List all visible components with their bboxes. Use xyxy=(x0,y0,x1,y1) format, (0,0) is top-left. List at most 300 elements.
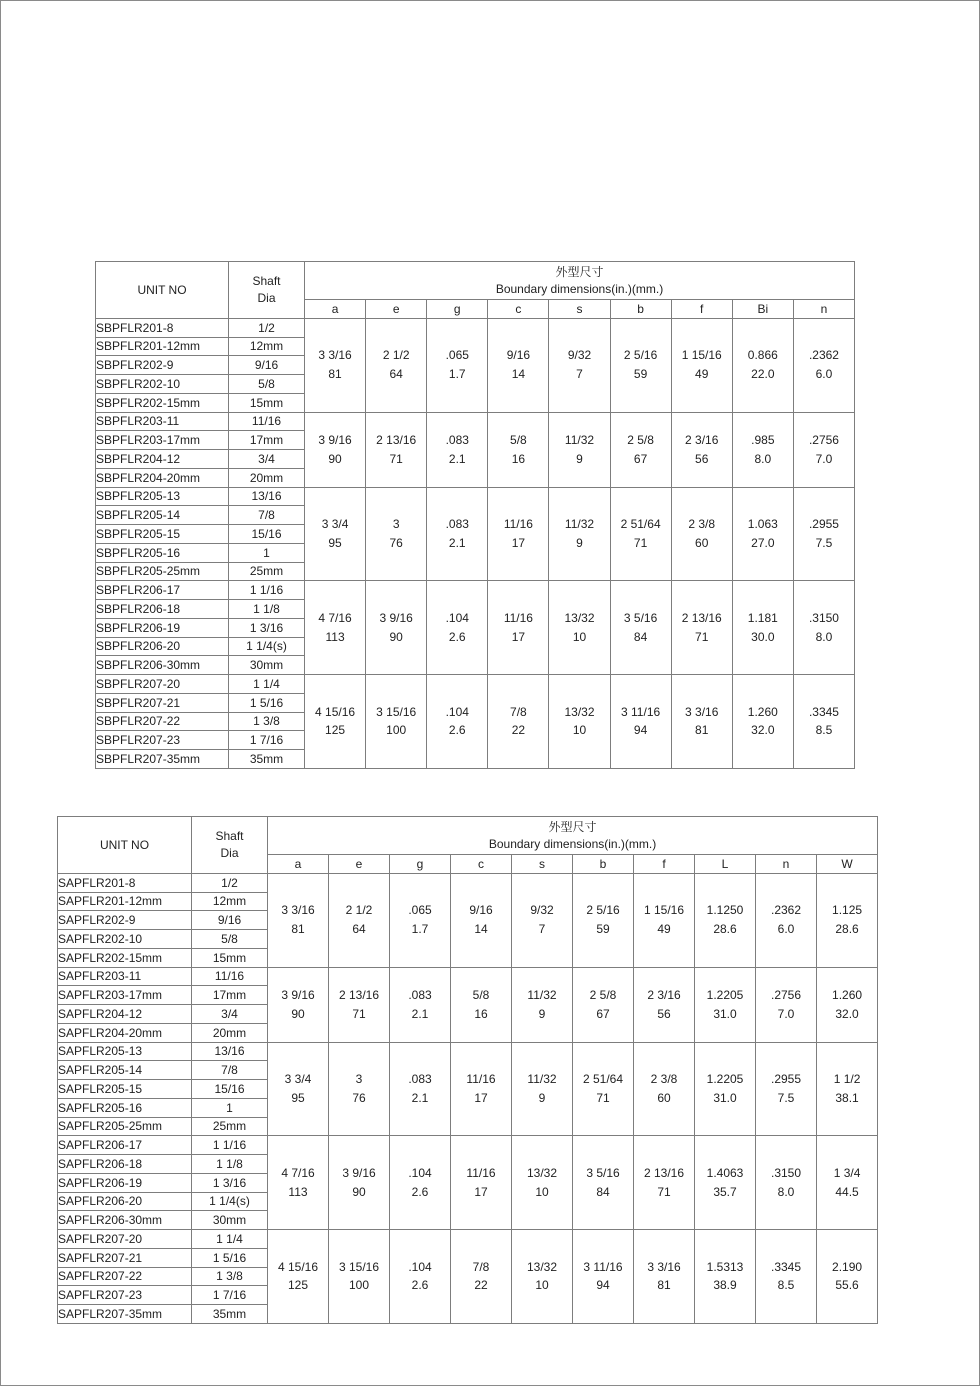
inch-value: 9/32 xyxy=(530,903,554,918)
mm-value: 35.7 xyxy=(713,1184,737,1199)
shaft-dia-cell: 20mm xyxy=(192,1023,268,1042)
mm-value: 1.7 xyxy=(411,922,429,937)
mm-value: 2.1 xyxy=(448,535,466,550)
mm-value: 17 xyxy=(474,1090,488,1105)
dimension-value-cell xyxy=(634,873,695,967)
shaft-dia-cell: 1 5/16 xyxy=(192,1248,268,1267)
inch-value: 3 xyxy=(392,517,400,532)
table-row xyxy=(96,487,855,506)
mm-value: 81 xyxy=(291,922,305,937)
dimension-value-cell xyxy=(634,1042,695,1136)
dimension-value-cell xyxy=(427,412,488,487)
inch-value: 3 9/16 xyxy=(379,610,413,625)
unit-no-cell: SBPFLR203-11 xyxy=(96,412,229,431)
dimension-value-cell xyxy=(512,967,573,1042)
dimension-value-cell xyxy=(305,412,366,487)
inch-value: 2 1/2 xyxy=(345,903,373,918)
inch-value: .2756 xyxy=(808,432,839,447)
inch-value: 1 1/2 xyxy=(833,1072,861,1087)
inch-value: 2 5/8 xyxy=(627,432,654,447)
dimension-value-cell xyxy=(512,1042,573,1136)
dimension-value-cell xyxy=(671,318,732,412)
shaft-dia-cell: 13/16 xyxy=(229,487,305,506)
dimension-value-cell xyxy=(732,318,793,412)
unit-no-cell: SAPFLR207-21 xyxy=(58,1248,192,1267)
table-row xyxy=(58,967,878,986)
dimension-value-cell xyxy=(451,873,512,967)
inch-value: 11/32 xyxy=(527,1072,557,1087)
dimension-value-cell xyxy=(634,967,695,1042)
inch-value: .083 xyxy=(445,517,469,532)
dimension-value-cell xyxy=(390,1042,451,1136)
mm-value: 32.0 xyxy=(835,1006,859,1021)
dimension-value-cell xyxy=(756,967,817,1042)
inch-value: 7/8 xyxy=(510,704,527,719)
dimension-header-cell: n xyxy=(793,300,854,319)
dimension-value-cell xyxy=(451,1230,512,1324)
dimension-value-cell xyxy=(329,967,390,1042)
inch-value: 3 15/16 xyxy=(376,704,417,719)
unit-no-cell: SAPFLR206-30mm xyxy=(58,1211,192,1230)
shaft-dia-cell: 3/4 xyxy=(229,450,305,469)
inch-value: 11/16 xyxy=(466,1165,496,1180)
shaft-dia-cell: 11/16 xyxy=(192,967,268,986)
dimension-value-cell xyxy=(366,675,427,769)
mm-value: 81 xyxy=(657,1278,671,1293)
dimension-header-cell: g xyxy=(390,855,451,874)
mm-value: 22 xyxy=(511,723,526,738)
unit-no-cell: SAPFLR201-8 xyxy=(58,873,192,892)
dimension-value-cell xyxy=(573,1042,634,1136)
mm-value: 44.5 xyxy=(835,1184,859,1199)
inch-value: .104 xyxy=(408,1259,432,1274)
mm-value: 9 xyxy=(538,1006,546,1021)
mm-value: 125 xyxy=(287,1278,309,1293)
mm-value: 7.5 xyxy=(815,535,833,550)
unit-no-cell: SBPFLR205-25mm xyxy=(96,562,229,581)
dimension-header-cell: c xyxy=(451,855,512,874)
dimension-value-cell xyxy=(793,487,854,581)
shaft-dia-header-line: Shaft xyxy=(215,828,244,843)
shaft-dia-cell: 1 xyxy=(229,543,305,562)
dimension-value-cell xyxy=(695,1042,756,1136)
shaft-dia-cell: 25mm xyxy=(192,1117,268,1136)
inch-value: 1.1250 xyxy=(706,903,744,918)
inch-value: 11/32 xyxy=(564,432,595,447)
inch-value: .104 xyxy=(445,704,469,719)
unit-no-cell: SAPFLR207-35mm xyxy=(58,1305,192,1324)
inch-value: 11/32 xyxy=(527,987,557,1002)
mm-value: 16 xyxy=(474,1006,488,1021)
inch-value: .083 xyxy=(408,987,432,1002)
mm-value: 17 xyxy=(474,1184,488,1199)
inch-value: 1.2205 xyxy=(706,1072,744,1087)
dimension-header-cell: a xyxy=(268,855,329,874)
inch-value: 3 3/16 xyxy=(318,348,352,363)
mm-value: 55.6 xyxy=(835,1278,859,1293)
dimension-value-cell xyxy=(732,412,793,487)
mm-value: 14 xyxy=(474,922,488,937)
shaft-dia-cell: 1 1/8 xyxy=(229,600,305,619)
mm-value: 22 xyxy=(474,1278,488,1293)
inch-value: 4 7/16 xyxy=(318,610,352,625)
dimension-value-cell xyxy=(512,1136,573,1230)
dimension-value-cell xyxy=(610,412,671,487)
unit-no-cell: SAPFLR203-11 xyxy=(58,967,192,986)
shaft-dia-cell: 1 1/16 xyxy=(192,1136,268,1155)
inch-value: 0.866 xyxy=(747,348,778,363)
unit-no-cell: SBPFLR203-17mm xyxy=(96,431,229,450)
unit-no-cell: SBPFLR204-20mm xyxy=(96,468,229,487)
mm-value: 8.0 xyxy=(815,629,833,644)
unit-no-cell: SAPFLR207-22 xyxy=(58,1267,192,1286)
dimension-value-cell xyxy=(671,675,732,769)
unit-no-cell: SAPFLR203-17mm xyxy=(58,986,192,1005)
shaft-dia-cell: 1 1/16 xyxy=(229,581,305,600)
dimension-value-cell xyxy=(305,318,366,412)
mm-value: 30.0 xyxy=(751,629,775,644)
unit-no-cell: SBPFLR205-13 xyxy=(96,487,229,506)
mm-value: 60 xyxy=(657,1090,671,1105)
dimension-value-cell xyxy=(268,1136,329,1230)
shaft-dia-cell: 9/16 xyxy=(192,911,268,930)
shaft-dia-cell: 1 7/16 xyxy=(229,731,305,750)
mm-value: 81 xyxy=(695,723,709,738)
shaft-dia-cell: 20mm xyxy=(229,468,305,487)
unit-no-cell: SAPFLR205-15 xyxy=(58,1080,192,1099)
dimension-value-cell xyxy=(427,581,488,675)
unit-no-cell: SBPFLR206-17 xyxy=(96,581,229,600)
dimension-value-cell xyxy=(451,967,512,1042)
mm-value: 94 xyxy=(633,723,648,738)
inch-value: 2 51/64 xyxy=(620,517,661,532)
dimension-value-cell xyxy=(732,581,793,675)
dimension-value-cell xyxy=(451,1136,512,1230)
mm-value: 2.6 xyxy=(411,1184,429,1199)
shaft-dia-cell: 35mm xyxy=(192,1305,268,1324)
mm-value: 81 xyxy=(328,367,342,382)
unit-no-cell: SBPFLR207-21 xyxy=(96,693,229,712)
dimension-value-cell xyxy=(329,1042,390,1136)
dimension-value-cell xyxy=(549,318,610,412)
dimension-value-cell xyxy=(634,1230,695,1324)
shaft-dia-cell: 1 3/16 xyxy=(229,618,305,637)
inch-value: 2 3/16 xyxy=(685,432,719,447)
dimension-header-cell: Bi xyxy=(732,300,793,319)
dimension-value-cell xyxy=(756,1136,817,1230)
dimension-header-cell: a xyxy=(305,300,366,319)
shaft-dia-cell: 12mm xyxy=(192,892,268,911)
mm-value: 71 xyxy=(596,1090,610,1105)
shaft-dia-cell: 17mm xyxy=(229,431,305,450)
inch-value: 1.125 xyxy=(832,903,863,918)
mm-value: 100 xyxy=(386,723,407,738)
dimension-value-cell xyxy=(573,873,634,967)
dimension-value-cell xyxy=(634,1136,695,1230)
dimension-value-cell xyxy=(329,873,390,967)
table-row xyxy=(96,675,855,694)
mm-value: 2.1 xyxy=(411,1090,429,1105)
dimension-value-cell xyxy=(366,412,427,487)
shaft-dia-cell: 3/4 xyxy=(192,1005,268,1024)
shaft-dia-cell: 1 7/16 xyxy=(192,1286,268,1305)
unit-no-cell: SAPFLR207-20 xyxy=(58,1230,192,1249)
dimension-header-cell: s xyxy=(549,300,610,319)
mm-value: 2.6 xyxy=(448,629,466,644)
boundary-dimensions-header-line: Boundary dimensions(in.)(mm.) xyxy=(495,281,664,296)
dimension-value-cell xyxy=(610,487,671,581)
shaft-dia-cell: 30mm xyxy=(192,1211,268,1230)
dimension-value-cell xyxy=(390,1230,451,1324)
dimension-value-cell xyxy=(305,675,366,769)
mm-value: 71 xyxy=(389,451,403,466)
unit-no-cell: SBPFLR204-12 xyxy=(96,450,229,469)
mm-value: 2.1 xyxy=(411,1006,429,1021)
shaft-dia-cell: 15/16 xyxy=(229,525,305,544)
inch-value: 9/16 xyxy=(469,903,493,918)
inch-value: 1.181 xyxy=(747,610,778,625)
mm-value: 16 xyxy=(511,451,526,466)
mm-value: 27.0 xyxy=(751,535,775,550)
boundary-dimensions-header-line: 外型尺寸 xyxy=(548,819,597,834)
inch-value: .065 xyxy=(445,348,469,363)
dimension-value-cell xyxy=(549,581,610,675)
unit-no-cell: SAPFLR207-23 xyxy=(58,1286,192,1305)
mm-value: 59 xyxy=(633,367,648,382)
unit-no-cell: SAPFLR205-14 xyxy=(58,1061,192,1080)
mm-value: 32.0 xyxy=(751,723,775,738)
inch-value: 1.5313 xyxy=(706,1259,744,1274)
shaft-dia-cell: 1 5/16 xyxy=(229,693,305,712)
mm-value: 49 xyxy=(657,922,671,937)
dimension-value-cell xyxy=(268,967,329,1042)
dimension-value-cell xyxy=(695,873,756,967)
dimension-header-cell: f xyxy=(634,855,695,874)
dimension-header-cell: g xyxy=(427,300,488,319)
dimension-value-cell xyxy=(549,487,610,581)
shaft-dia-cell: 9/16 xyxy=(229,356,305,375)
unit-no-header: UNIT NO xyxy=(58,817,192,874)
inch-value: 3 5/16 xyxy=(623,610,658,625)
shaft-dia-cell: 15mm xyxy=(192,948,268,967)
inch-value: 5/8 xyxy=(472,987,490,1002)
mm-value: 9 xyxy=(576,535,583,550)
mm-value: 64 xyxy=(352,922,366,937)
unit-no-cell: SAPFLR206-17 xyxy=(58,1136,192,1155)
inch-value: 1.4063 xyxy=(706,1165,744,1180)
dimension-value-cell xyxy=(268,873,329,967)
shaft-dia-cell: 1 1/8 xyxy=(192,1155,268,1174)
inch-value: 2 13/16 xyxy=(681,610,722,625)
dimension-value-cell xyxy=(793,412,854,487)
shaft-dia-cell: 15/16 xyxy=(192,1080,268,1099)
dimension-value-cell xyxy=(488,675,549,769)
dimension-value-cell xyxy=(390,1136,451,1230)
shaft-dia-cell: 1/2 xyxy=(192,873,268,892)
dimension-value-cell xyxy=(695,967,756,1042)
dimension-value-cell xyxy=(488,412,549,487)
dimension-value-cell xyxy=(512,1230,573,1324)
shaft-dia-header-line: Dia xyxy=(257,290,276,305)
shaft-dia-cell: 5/8 xyxy=(192,930,268,949)
dimension-value-cell xyxy=(732,675,793,769)
unit-no-cell: SAPFLR204-20mm xyxy=(58,1023,192,1042)
shaft-dia-cell: 1 3/16 xyxy=(192,1173,268,1192)
unit-no-cell: SAPFLR206-19 xyxy=(58,1173,192,1192)
mm-value: 28.6 xyxy=(835,922,859,937)
dimension-value-cell xyxy=(793,318,854,412)
unit-no-cell: SBPFLR207-22 xyxy=(96,712,229,731)
dimension-value-cell xyxy=(488,318,549,412)
inch-value: 3 3/4 xyxy=(284,1072,312,1087)
dimension-header-cell: s xyxy=(512,855,573,874)
inch-value: 2 3/8 xyxy=(688,517,716,532)
inch-value: 13/32 xyxy=(526,1259,558,1274)
dimension-value-cell xyxy=(305,581,366,675)
inch-value: 2.190 xyxy=(832,1259,863,1274)
mm-value: 7 xyxy=(576,367,583,382)
inch-value: 2 3/16 xyxy=(647,987,681,1002)
table-row xyxy=(58,873,878,892)
inch-value: 3 3/16 xyxy=(685,704,719,719)
dimension-value-cell xyxy=(756,1230,817,1324)
dimension-value-cell xyxy=(610,318,671,412)
shaft-dia-cell: 11/16 xyxy=(229,412,305,431)
inch-value: 7/8 xyxy=(472,1259,490,1274)
dimension-value-cell xyxy=(427,675,488,769)
inch-value: 3 3/4 xyxy=(321,517,349,532)
unit-no-cell: SBPFLR202-10 xyxy=(96,375,229,394)
shaft-dia-header xyxy=(192,817,268,874)
shaft-dia-cell: 13/16 xyxy=(192,1042,268,1061)
unit-no-cell: SBPFLR206-19 xyxy=(96,618,229,637)
unit-no-cell: SBPFLR205-14 xyxy=(96,506,229,525)
shaft-dia-cell: 1 1/4(s) xyxy=(229,637,305,656)
inch-value: .2362 xyxy=(770,903,802,918)
inch-value: 5/8 xyxy=(510,432,527,447)
inch-value: 13/32 xyxy=(564,704,595,719)
dimension-value-cell xyxy=(695,1136,756,1230)
mm-value: 84 xyxy=(633,629,648,644)
unit-no-cell: SBPFLR202-15mm xyxy=(96,393,229,412)
inch-value: .3345 xyxy=(808,704,839,719)
unit-no-cell: SBPFLR201-12mm xyxy=(96,337,229,356)
mm-value: 1.7 xyxy=(448,367,466,382)
inch-value: 13/32 xyxy=(526,1165,558,1180)
dimension-value-cell xyxy=(390,967,451,1042)
unit-no-cell: SAPFLR202-9 xyxy=(58,911,192,930)
mm-value: 90 xyxy=(389,629,403,644)
inch-value: 3 11/16 xyxy=(621,704,661,719)
mm-value: 8.0 xyxy=(754,451,772,466)
shaft-dia-cell: 1 3/8 xyxy=(229,712,305,731)
mm-value: 76 xyxy=(389,535,403,550)
dimension-value-cell xyxy=(329,1230,390,1324)
mm-value: 31.0 xyxy=(713,1090,737,1105)
dimension-header-cell: L xyxy=(695,855,756,874)
inch-value: 3 11/16 xyxy=(583,1259,623,1274)
sapflr-spec-table xyxy=(57,816,878,1324)
dimension-value-cell xyxy=(390,873,451,967)
mm-value: 14 xyxy=(511,367,526,382)
dimension-value-cell xyxy=(549,412,610,487)
inch-value: .083 xyxy=(408,1072,432,1087)
mm-value: 95 xyxy=(328,535,342,550)
dimension-value-cell xyxy=(817,1230,878,1324)
unit-no-cell: SAPFLR205-16 xyxy=(58,1098,192,1117)
inch-value: 11/16 xyxy=(503,517,533,532)
dimension-header-cell: e xyxy=(366,300,427,319)
mm-value: 56 xyxy=(695,451,709,466)
inch-value: .985 xyxy=(751,432,775,447)
mm-value: 7.5 xyxy=(777,1090,795,1105)
mm-value: 113 xyxy=(325,629,345,644)
dimension-value-cell xyxy=(573,1230,634,1324)
dimension-value-cell xyxy=(268,1042,329,1136)
inch-value: 1.260 xyxy=(747,704,778,719)
inch-value: 4 15/16 xyxy=(277,1259,319,1274)
mm-value: 125 xyxy=(325,723,346,738)
mm-value: 67 xyxy=(596,1006,610,1021)
shaft-dia-cell: 12mm xyxy=(229,337,305,356)
shaft-dia-cell: 1 3/8 xyxy=(192,1267,268,1286)
unit-no-cell: SAPFLR206-18 xyxy=(58,1155,192,1174)
mm-value: 7.0 xyxy=(777,1006,795,1021)
mm-value: 64 xyxy=(389,367,403,382)
table-row xyxy=(58,1042,878,1061)
mm-value: 95 xyxy=(291,1090,305,1105)
header-row xyxy=(96,262,855,300)
dimension-value-cell xyxy=(756,873,817,967)
inch-value: 2 13/16 xyxy=(376,432,417,447)
dimension-value-cell xyxy=(695,1230,756,1324)
mm-value: 59 xyxy=(596,922,610,937)
shaft-dia-cell: 35mm xyxy=(229,750,305,769)
unit-no-cell: SAPFLR204-12 xyxy=(58,1005,192,1024)
dimension-value-cell xyxy=(366,318,427,412)
mm-value: 84 xyxy=(596,1184,610,1199)
inch-value: 2 3/8 xyxy=(650,1072,678,1087)
mm-value: 9 xyxy=(576,451,583,466)
inch-value: 1.2205 xyxy=(706,987,744,1002)
dimension-value-cell xyxy=(610,675,671,769)
dimension-value-cell xyxy=(427,318,488,412)
unit-no-cell: SAPFLR205-25mm xyxy=(58,1117,192,1136)
dimension-header-cell: b xyxy=(573,855,634,874)
mm-value: 10 xyxy=(535,1278,549,1293)
inch-value: 4 15/16 xyxy=(315,704,356,719)
mm-value: 7.0 xyxy=(815,451,833,466)
inch-value: 3 9/16 xyxy=(318,432,352,447)
dimension-header-cell: n xyxy=(756,855,817,874)
mm-value: 9 xyxy=(538,1090,546,1105)
dimension-value-cell xyxy=(488,487,549,581)
mm-value: 56 xyxy=(657,1006,671,1021)
inch-value: .065 xyxy=(408,903,432,918)
dimension-header-cell: W xyxy=(817,855,878,874)
inch-value: 1.063 xyxy=(747,517,778,532)
boundary-dimensions-header-line: 外型尺寸 xyxy=(555,264,604,279)
inch-value: .083 xyxy=(445,432,469,447)
inch-value: 2 13/16 xyxy=(643,1165,685,1180)
shaft-dia-cell: 5/8 xyxy=(229,375,305,394)
shaft-dia-cell: 1 1/4 xyxy=(229,675,305,694)
dimension-value-cell xyxy=(671,581,732,675)
shaft-dia-cell: 17mm xyxy=(192,986,268,1005)
mm-value: 17 xyxy=(511,535,526,550)
boundary-dimensions-header-line: Boundary dimensions(in.)(mm.) xyxy=(488,836,657,851)
inch-value: 11/32 xyxy=(564,517,595,532)
